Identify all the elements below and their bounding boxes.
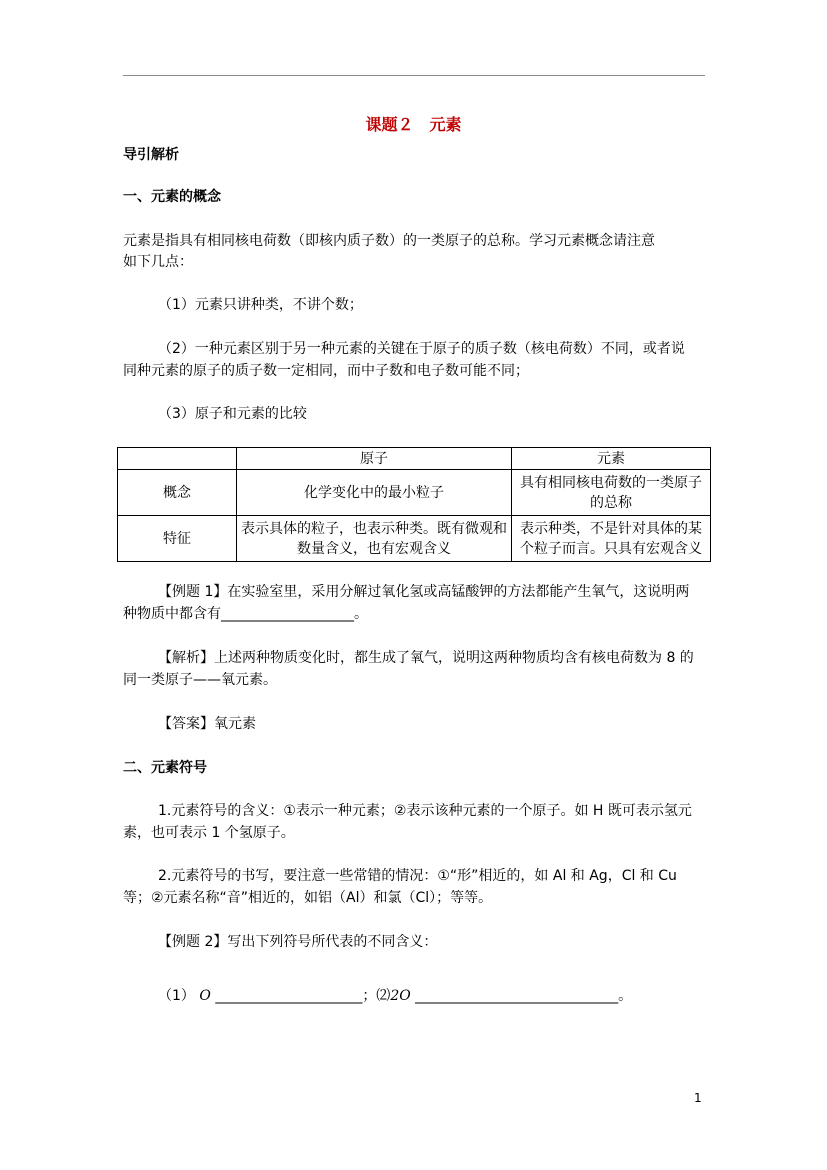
- section-heading-1: 一、元素的概念: [123, 189, 221, 205]
- table-cell: 概念: [118, 470, 237, 516]
- q2-blank: _____________________________: [415, 988, 619, 1004]
- table-header-row: [118, 448, 711, 470]
- table-cell: 表示种类，不是针对具体的某个粒子而言。只具有宏观含义: [512, 516, 711, 562]
- comparison-table: [117, 447, 711, 562]
- list-item-3: （3）原子和元素的比较: [158, 406, 307, 422]
- table-header-cell: 元素: [512, 448, 711, 470]
- header-rule: [123, 75, 705, 76]
- paragraph-line: 2.元素符号的书写，要注意一些常错的情况：①“形”相近的，如 Al 和 Ag，Cl 和 Cu: [158, 868, 677, 884]
- table-header-cell: [118, 448, 237, 470]
- list-item-1: （1）元素只讲种类，不讲个数；: [158, 297, 363, 313]
- paragraph-line: 元素是指具有相同核电荷数（即核内质子数）的一类原子的总称。学习元素概念请注意: [123, 233, 655, 249]
- example-2-blanks: [158, 986, 740, 1007]
- paragraph-line: 等；②元素名称“音”相近的，如铝（Al）和氯（Cl）；等等。: [123, 890, 493, 906]
- example-1-analysis: 【解析】上述两种物质变化时，都生成了氧气，说明这两种物质均含有核电荷数为 8 的: [158, 650, 694, 666]
- q1-blank: _____________________: [215, 988, 363, 1004]
- q2-prefix: ；⑵: [362, 988, 391, 1004]
- table-cell: 具有相同核电荷数的一类原子的总称: [512, 470, 711, 516]
- table-cell: 特征: [118, 516, 237, 562]
- page-number: 1: [694, 1091, 702, 1105]
- q1-prefix: （1）: [158, 988, 195, 1004]
- table-header-cell: 原子: [237, 448, 512, 470]
- example-1-answer: 【答案】氧元素: [158, 716, 256, 732]
- page-title: 课题２ 元素: [365, 115, 462, 134]
- table-row: [118, 516, 711, 562]
- section-heading-2: 二、元素符号: [123, 760, 207, 776]
- paragraph-line: 素，也可表示 1 个氢原子。: [123, 825, 295, 841]
- table-row: [118, 470, 711, 516]
- list-item-2-cont: 同种元素的原子的质子数一定相同，而中子数和电子数可能不同；: [123, 363, 529, 379]
- table-cell: 表示具体的粒子，也表示种类。既有微观和数量含义，也有宏观含义: [237, 516, 512, 562]
- section-guide: 导引解析: [123, 147, 179, 163]
- paragraph-line: 1.元素符号的含义：①表示一种元素；②表示该种元素的一个原子。如 H 既可表示氢元: [158, 803, 692, 819]
- example-1-analysis-cont: 同一类原子——氧元素。: [123, 672, 277, 688]
- q-end: 。: [618, 988, 633, 1004]
- example-1-question: 【例题 1】在实验室里，采用分解过氧化氢或高锰酸钾的方法都能产生氧气，这说明两: [158, 584, 690, 600]
- paragraph-line: 如下几点：: [123, 254, 193, 270]
- table-cell: 化学变化中的最小粒子: [237, 470, 512, 516]
- example-1-question-cont: 种物质中都含有___________________。: [123, 606, 368, 622]
- example-2-question: 【例题 2】写出下列符号所代表的不同含义：: [158, 934, 438, 950]
- q1-symbol: O: [199, 988, 211, 1004]
- list-item-2: （2）一种元素区别于另一种元素的关键在于原子的质子数（核电荷数）不同，或者说: [158, 341, 685, 357]
- q2-symbol: 2O: [390, 988, 411, 1004]
